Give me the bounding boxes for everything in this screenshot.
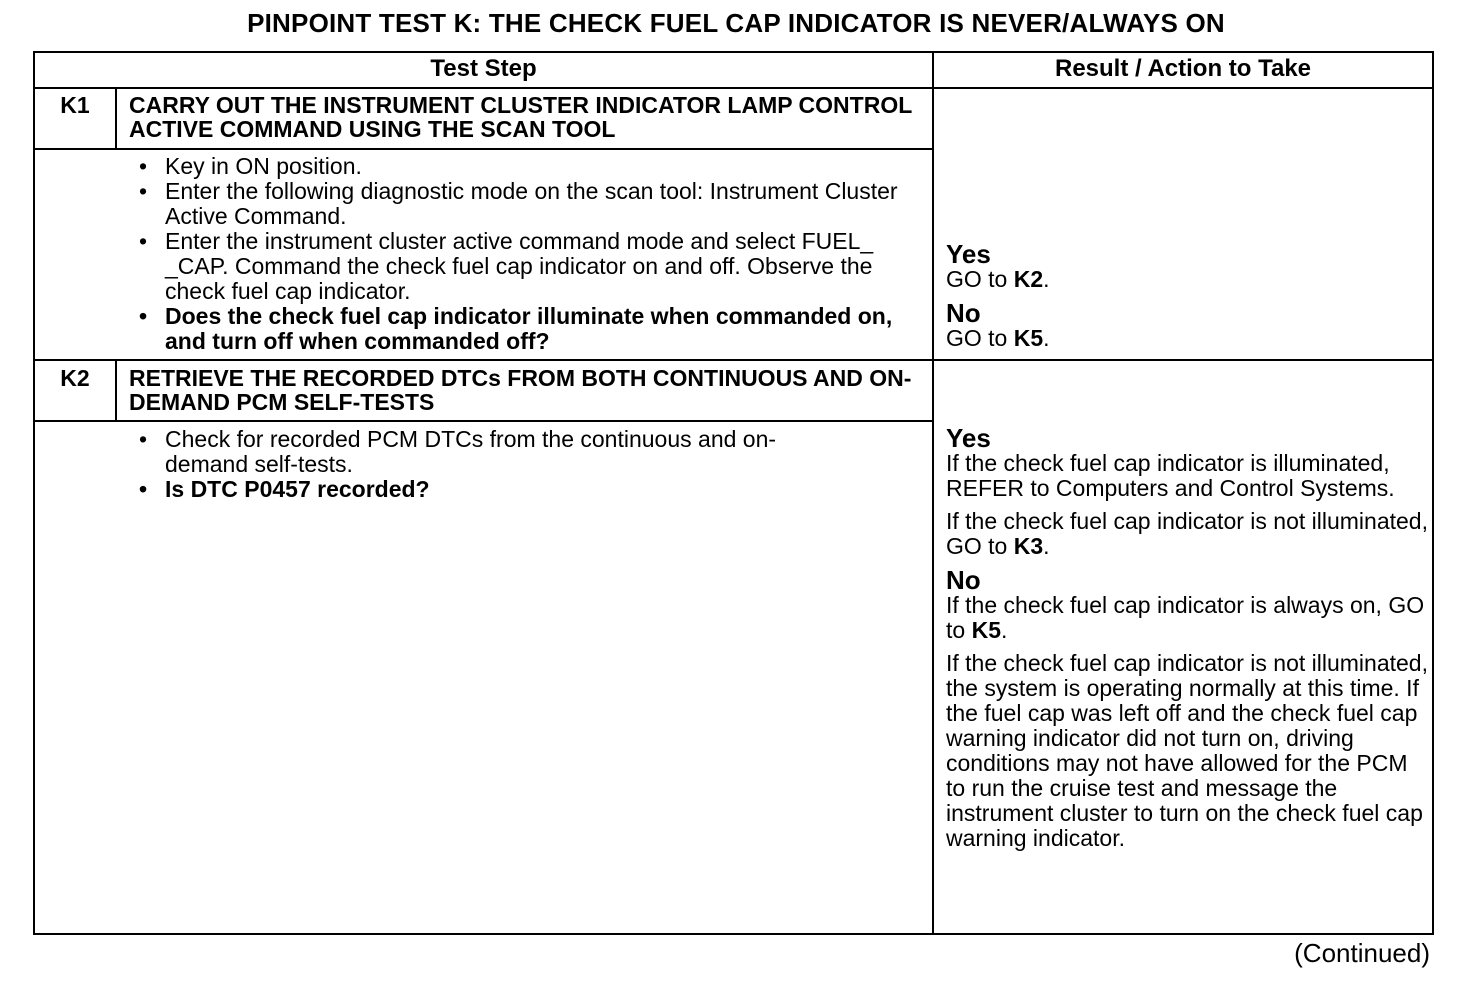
k1-title-divider	[35, 148, 932, 150]
step-title-k2: RETRIEVE THE RECORDED DTCs FROM BOTH CONTINUOUS AND ON-DEMAND PCM SELF-TESTS	[129, 365, 912, 415]
page-title: PINPOINT TEST K: THE CHECK FUEL CAP INDICATOR IS NEVER/ALWAYS ON	[247, 8, 1225, 38]
step-id-k2: K2	[60, 365, 90, 391]
list-item: • Enter the instrument cluster active command mode and select FUEL_ _CAP. Command the check fuel cap indicator on and off. Observe the check fuel cap indicator.	[129, 229, 924, 304]
k2-title-divider	[35, 420, 932, 422]
no-paragraph: If the check fuel cap indicator is always on, GO to K5.	[946, 592, 1425, 643]
step-id-k1: K1	[60, 92, 90, 118]
list-item-question: • Is DTC P0457 recorded?	[129, 477, 829, 502]
column-divider-result	[932, 53, 934, 933]
yes-paragraph: If the check fuel cap indicator is not illuminated, GO to K3.	[946, 508, 1428, 559]
continued-note: (Continued)	[1294, 938, 1430, 968]
k1-k2-divider	[35, 359, 1432, 361]
step-reference: K5	[971, 617, 1001, 643]
step-reference: K3	[1013, 533, 1044, 559]
header-test-step: Test Step	[430, 55, 537, 82]
result-k2	[946, 425, 1430, 851]
list-item: • Enter the following diagnostic mode on the scan tool: Instrument Cluster Active Command.	[129, 179, 924, 229]
column-divider-id-k2	[115, 360, 117, 422]
step-title-k1: CARRY OUT THE INSTRUMENT CLUSTER INDICATOR LAMP CONTROL ACTIVE COMMAND USING THE SCAN TOOL	[129, 92, 912, 142]
header-divider	[35, 87, 1432, 89]
step-reference: K2	[1013, 266, 1044, 292]
list-item: • Key in ON position.	[129, 154, 924, 179]
result-k1	[946, 241, 1426, 351]
no-action: GO to K5.	[946, 325, 1050, 351]
no-label: No	[946, 298, 981, 328]
step-reference: K5	[1013, 325, 1044, 351]
yes-label: Yes	[946, 239, 991, 269]
yes-label: Yes	[946, 423, 991, 453]
step-body-k1	[129, 154, 924, 354]
header-result-action: Result / Action to Take	[1054, 55, 1312, 82]
step-body-k2	[129, 427, 829, 502]
list-item-question: • Does the check fuel cap indicator illuminate when commanded on, and turn off when commanded off?	[129, 304, 924, 354]
no-label: No	[946, 565, 981, 595]
no-paragraph: If the check fuel cap indicator is not illuminated, the system is operating normally at this time. If the fuel cap was left off and the check fuel cap warning indicator did not turn on, driving conditions may not have allowed for the PCM to run the cruise test and message the instrument cluster to turn on the check fuel cap warning indicator.	[946, 650, 1428, 851]
column-divider-id	[115, 88, 117, 150]
yes-action: GO to K2.	[946, 266, 1050, 292]
pinpoint-test-table	[33, 51, 1434, 935]
yes-paragraph: If the check fuel cap indicator is illuminated, REFER to Computers and Control Systems.	[946, 450, 1395, 501]
list-item: • Check for recorded PCM DTCs from the continuous and on-demand self-tests.	[129, 427, 829, 477]
